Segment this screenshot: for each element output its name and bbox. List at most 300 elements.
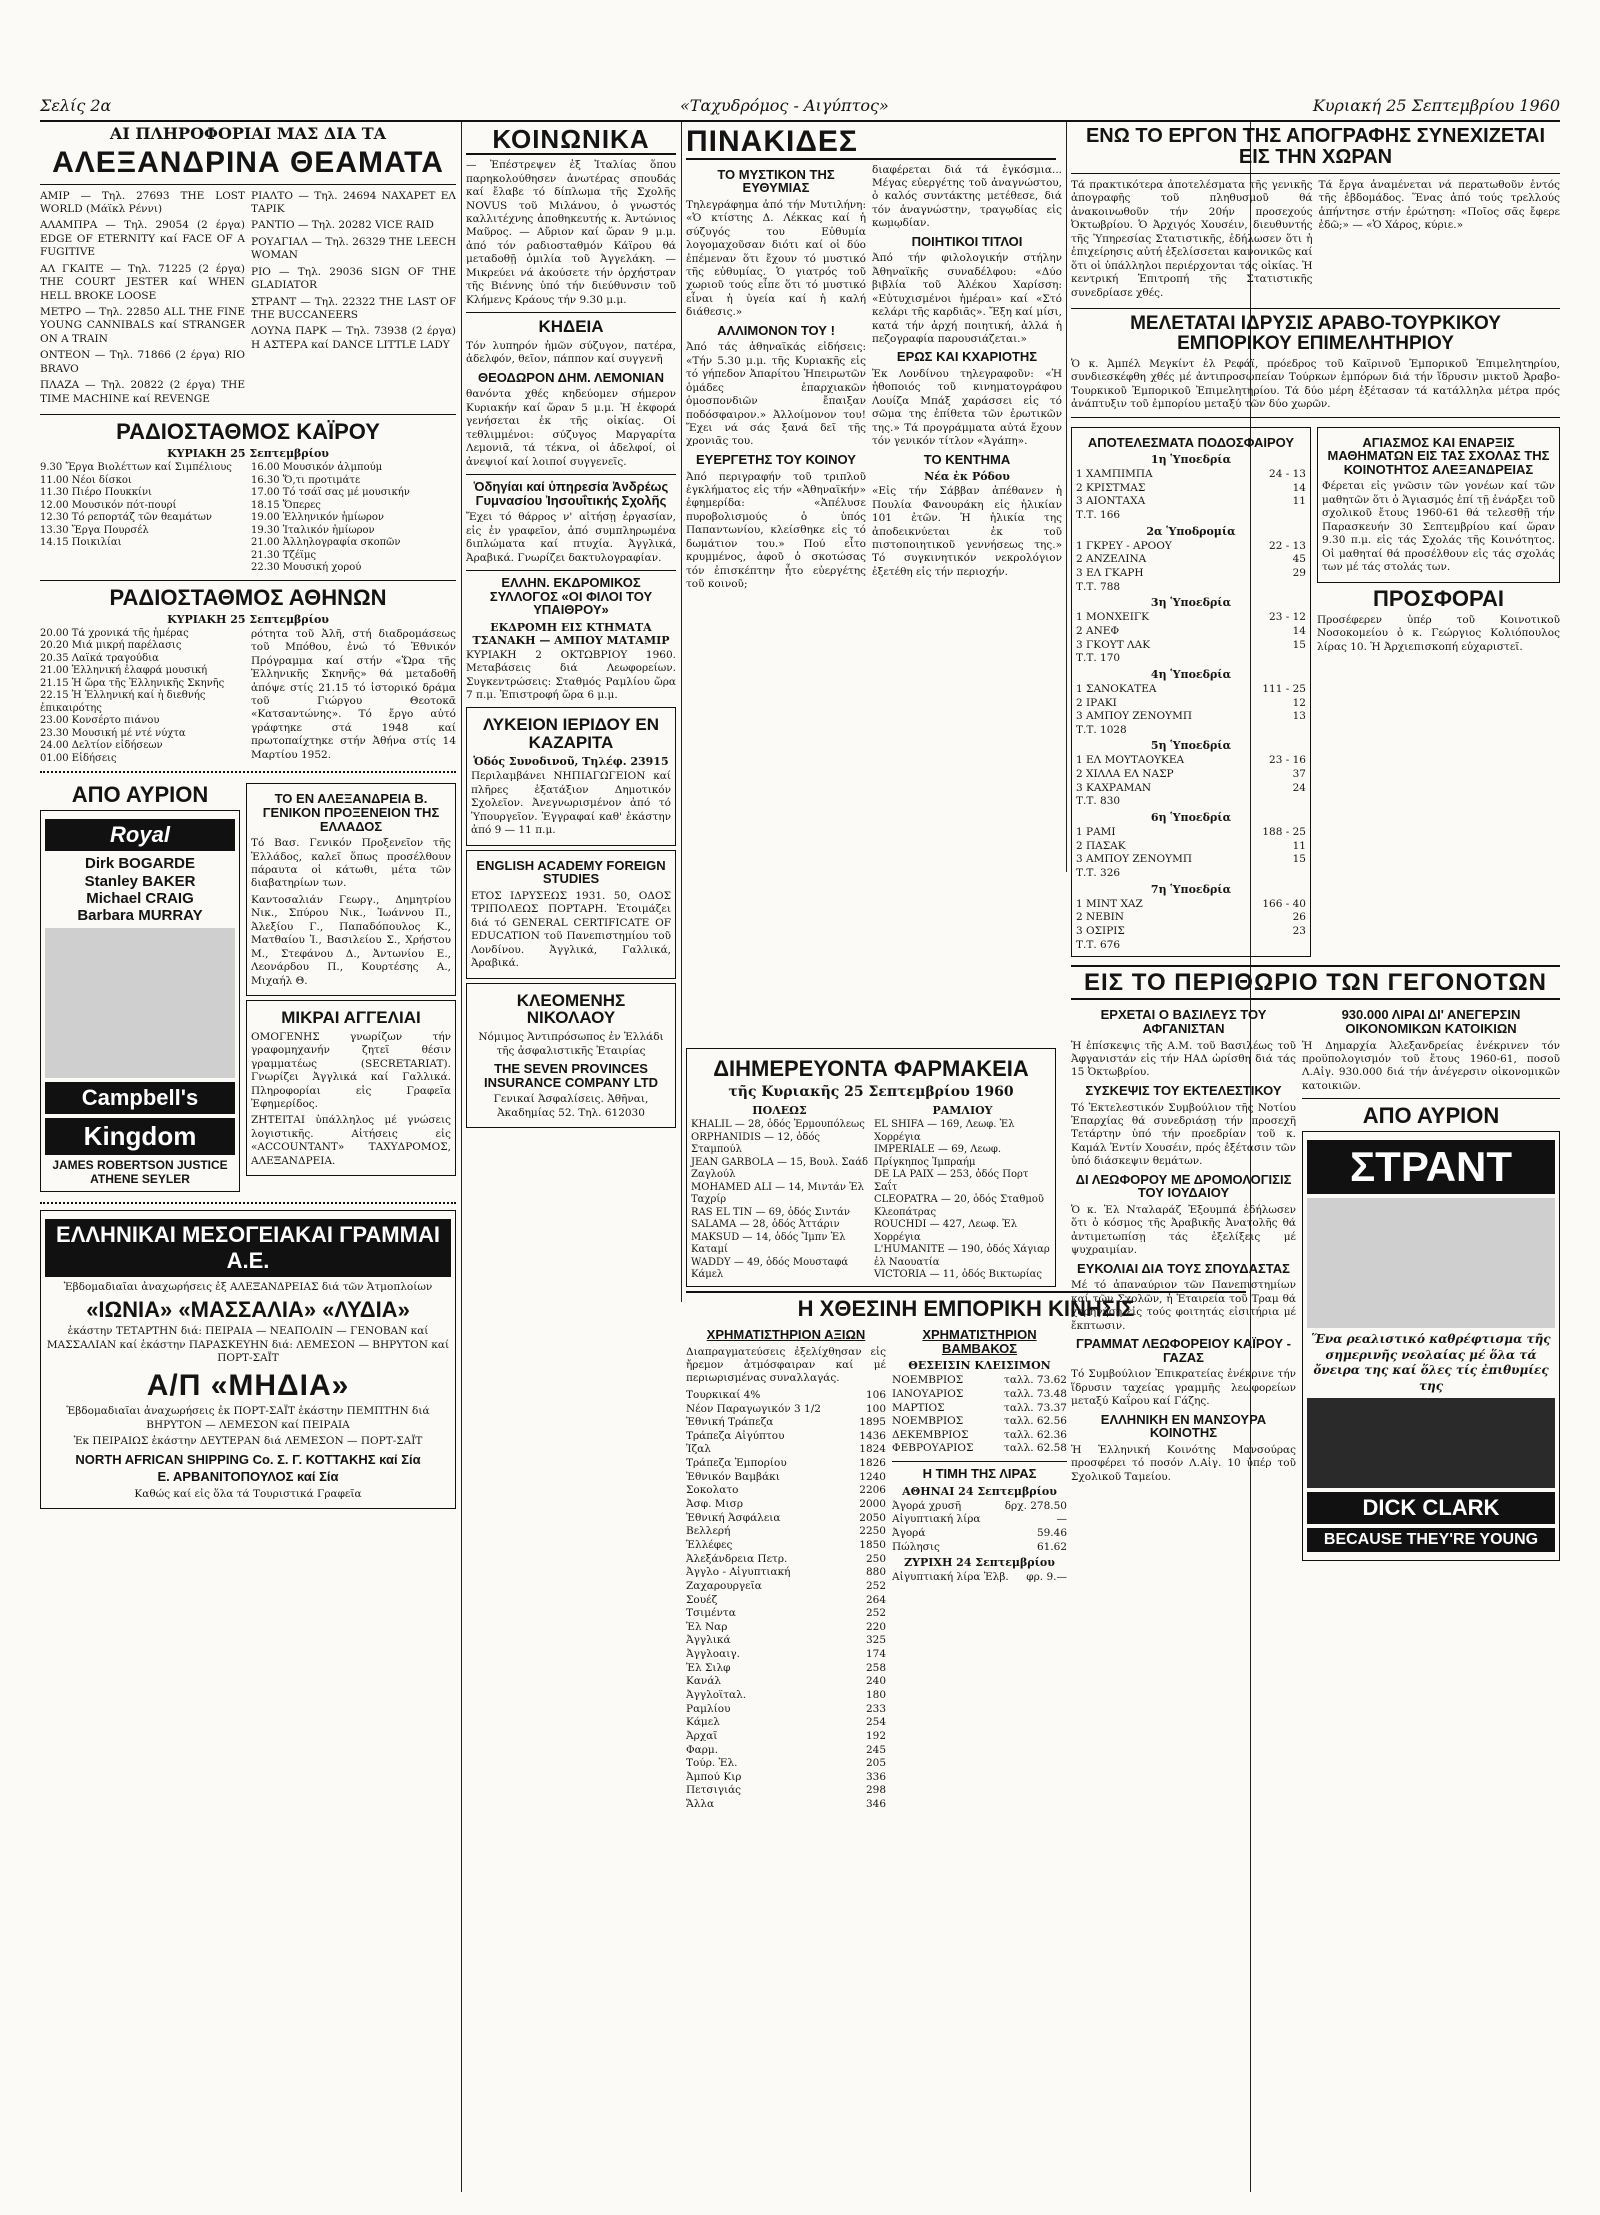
football-row — [1076, 567, 1306, 581]
pharmacy-item: CLEOPATRA — 20, ὁδός Σταθμοῦ Κλεοπάτρας — [874, 1194, 1044, 1218]
pharmacy-item: WADDY — 49, ὁδός Μουσταφά Κάμελ — [691, 1256, 849, 1281]
lira-row-label: Αἰγυπτιακή λίρα — [892, 1513, 981, 1526]
stock-row-label: Βελλερή — [686, 1525, 731, 1538]
football-row — [1076, 782, 1306, 796]
cinema-listing: ΜΕΤΡΟ — Τηλ. 22850 ALL THE FINE YOUNG CANNIBALS καί STRANGER ON A TRAIN — [40, 306, 245, 345]
mid-text: διαφέρεται διά τά ἐγκόσμια... Μέγας εὐεργέτης τοῦ ἀναγνώστου, ὁ καλός συντάκτης μετέθεσε, διά τόν ἀναγνώστην, τραγῳδίας εἰς κωμῳδίαν. — [872, 163, 1062, 230]
football-row-label: 1 ΕΛ ΜΟΥΤΑΟΥΚΕΑ — [1076, 754, 1185, 767]
football-row-value: 24 — [1292, 781, 1306, 794]
stock-row — [686, 1771, 886, 1785]
cotton-row — [892, 1388, 1067, 1402]
football-row-label: 2 ΠΑΣΑΚ — [1076, 839, 1126, 852]
football-row-value: 23 - 16 — [1269, 754, 1306, 767]
dromos-text: Ὁ κ. Ἐλ Νταλαράζ Ἐξουμπά ἐδήλωσεν ὅτι ὁ κόσμος τῆς Ἀραβικῆς Ἀνατολῆς θά ἀντιμετωπίσῃ τάς ἐξελίξεις μέ ψυχραιμίαν. — [1071, 1204, 1296, 1257]
kidia-text-2: θανόντα χθές κηδεύομεν σήμερον Κυριακήν καί ὥραν 5 μ.μ. Ἡ ἐκφορά γενήσεται ἐκ τῆς οἰκίας. Οἱ τεθλιμμένοι: σύζυγος Μαργαρίτα Λεμονιᾶ, τά τέκνα, οἱ ἀδελφοί, οἱ ἀνεψιοί καί λοιποί συγγενεῖς. — [466, 388, 676, 468]
cotton-row — [892, 1402, 1067, 1416]
stock-row-value: 336 — [865, 1770, 886, 1783]
pharmacies-title: ΔΙΗΜΕΡΕΥΟΝΤΑ ΦΑΡΜΑΚΕΙΑ — [713, 1055, 1029, 1081]
stock-row-label: Ἀγγλο - Αἰγυπτιακή — [686, 1566, 791, 1579]
cotton-row-value: ταλλ. 73.48 — [1004, 1387, 1067, 1400]
stock-row-value: 100 — [865, 1402, 886, 1415]
stock-row-value: 2206 — [859, 1484, 886, 1497]
stock-row-value: 1826 — [859, 1457, 886, 1470]
football-row-label: 3 ΑΜΠΟΥ ΖΕΝΟΥΜΠ — [1076, 710, 1192, 723]
apo-avrion-right-title: ΑΠΟ ΑΥΡΙΟΝ — [1362, 1103, 1500, 1129]
stock-row-label: Σοκολατο — [686, 1484, 739, 1497]
football-group-name: 3η Ὑποεδρία — [1150, 596, 1232, 610]
stock-row-label: Ἐλλέφες — [686, 1538, 733, 1551]
football-group-name: 4η Ὑποεδρία — [1150, 667, 1232, 681]
football-group-name: 1η Ὑποεδρία — [1150, 453, 1232, 467]
pharmacy-item: IMPERIALE — 69, Λεωφ. Πρίγκηπος Ἰμπραήμ — [874, 1144, 1002, 1168]
football-row-value: 14 — [1292, 624, 1306, 637]
football-row-label: Τ.Τ. 1028 — [1076, 723, 1127, 736]
agiasmos-box — [1317, 427, 1560, 583]
football-row-label: 1 ΡΑΜΙ — [1076, 826, 1116, 839]
stock-row — [686, 1403, 886, 1417]
cotton-row-value: ταλλ. 62.56 — [1004, 1415, 1067, 1428]
stock-row-label: Ἐλ Ναρ — [686, 1620, 728, 1633]
football-row — [1076, 840, 1306, 854]
football-row-value: 23 — [1292, 924, 1306, 937]
stock-row-value: 174 — [865, 1648, 886, 1661]
cotton-row-value: ταλλ. 62.58 — [1004, 1442, 1067, 1455]
cast-name: JAMES ROBERTSON JUSTICE — [52, 1158, 228, 1173]
emporiki-title: Η ΧΘΕΣΙΝΗ ΕΜΠΟΡΙΚΗ ΚΙΝΗΣΙΣ — [686, 1291, 1246, 1320]
football-row-label: 2 ΚΡΙΣΤΜΑΣ — [1076, 481, 1146, 494]
radio-item: 16.30 Ὅ,τι προτιμάτε — [251, 474, 361, 486]
football-row-value: 166 - 40 — [1262, 897, 1306, 910]
pharmacy-item: ORPHANIDIS — 12, ὁδός Σταμπούλ — [691, 1131, 821, 1156]
cinema-pre-title: ΑΙ ΠΛΗΡΟΦΟΡΙΑΙ ΜΑΣ ΔΙΑ ΤΑ — [109, 124, 387, 143]
football-row — [1076, 826, 1306, 840]
football-row-value: 13 — [1292, 710, 1306, 723]
football-row — [1076, 540, 1306, 554]
football-row — [1076, 495, 1306, 509]
radio-item: 22.30 Μουσική χορού — [251, 562, 362, 574]
pharmacy-item: DE LA PAIX — 253, ὁδός Πορτ Σαΐτ — [874, 1169, 1029, 1193]
football-row-value: 26 — [1292, 911, 1306, 924]
stock-row-label: Ἐθνική Ἀσφάλεια — [686, 1511, 781, 1524]
stock-row-value: 325 — [865, 1634, 886, 1647]
football-row-value — [1246, 581, 1306, 595]
royal-cinema-ad — [40, 810, 240, 1192]
shipping-routes: ἑκάστην ΤΕΤΑΡΤΗΝ διά: ΠΕΙΡΑΙΑ — ΝΕΑΠΟΛΙΝ — ΓΕΝΟΒΑΝ καί ΜΑΣΣΑΛΙΑΝ καί ἑκάστην ΠΑΡΑΣΚΕΥΗΝ διά: ΛΕΜΕΣΟΝ — ΒΗΡΥΤΟΝ καί ΠΟΡΤ-ΣΑΪΤ — [46, 1325, 450, 1365]
football-row — [1076, 898, 1306, 912]
dick-clark-name: DICK CLARK — [1307, 1492, 1555, 1524]
football-row — [1076, 652, 1306, 666]
stock-row-value: 220 — [865, 1620, 886, 1633]
pharmacies-city-head: ΠΟΛΕΩΣ — [752, 1103, 807, 1117]
football-row-value — [1246, 867, 1306, 881]
stock-row — [686, 1662, 886, 1676]
english-text: ΕΤΟΣ ΙΔΡΥΣΕΩΣ 1931. 50, ΟΔΟΣ ΤΡΙΠΟΛΕΩΣ ΠΟΡΤΑΡΗ. Ἑτοιμάζει διά τό GENERAL CERTIFICATE OF EDUCATION τοῦ Πανεπιστημίου τοῦ Λονδίνου. Ἀγγλικά, Γαλλικά, Ἀραβικά. — [471, 889, 671, 970]
syskepsis-text: Τό Ἐκτελεστικόν Συμβούλιον τῆς Νοτίου Ἐπαρχίας θά συνεδριάσῃ τήν προσεχῆ Τετάρτην ὑπό τήν προεδρίαν τοῦ κ. Καμάλ Ἐντίν Χουσέιν, πρός ἐξέτασιν τῶν ὑπό διάσκεψιν θεμάτων. — [1071, 1101, 1296, 1168]
radio-cairo-schedule — [40, 462, 456, 575]
pharmacy-item: MOHAMED ALI — 14, Μιντάν Ἐλ Ταχρίρ — [691, 1181, 865, 1206]
stock-row — [686, 1553, 886, 1567]
radio-item: 17.00 Τό τσάϊ σας μέ μουσικήν — [251, 487, 410, 499]
stock-row — [686, 1539, 886, 1553]
football-row — [1076, 468, 1306, 482]
football-row-value: 11 — [1292, 839, 1306, 852]
stock-row — [686, 1443, 886, 1457]
football-row-value: 12 — [1292, 696, 1306, 709]
stock-row-value: 258 — [865, 1661, 886, 1674]
lykeion-ad — [466, 707, 676, 846]
radio-athens-schedule — [40, 628, 456, 766]
vasilefs-title: ΕΡΧΕΤΑΙ Ο ΒΑΣΙΛΕΥΣ ΤΟΥ ΑΦΓΑΝΙΣΤΑΝ — [1100, 1007, 1267, 1036]
strand-cinema-ad — [1302, 1131, 1560, 1560]
radio-item: 18.15 Ὅπερες — [251, 499, 321, 511]
film-photo — [45, 928, 235, 1078]
football-row — [1076, 625, 1306, 639]
poietikoi-text: Ἀπό τήν φιλολογικήν στήλην Ἀθηναϊκῆς συναδέλφου: «Δύο βιβλία τοῦ Ἀλέκου Χαρίσση: «Εὐτυχισμένοι ἡμέραι» καί «Στό κελάρι τῆς καρδιᾶς». Ἔξη καί μίσι, κατά τήν ἀρχή ποιητική, ἀλλά ἡ πεζογραφία παρουσιάζεται.» — [872, 252, 1062, 345]
radio-item: 21.30 Τζέϊμς — [251, 549, 317, 561]
stock-row-value: 180 — [865, 1688, 886, 1701]
lira-row-value: 59.46 — [1036, 1526, 1067, 1539]
english-academy-ad — [466, 850, 676, 979]
radio-item: 12.00 Μουσικόν πότ-πουρί — [40, 499, 177, 511]
football-row-value: 45 — [1292, 553, 1306, 566]
film-photo-2 — [1307, 1398, 1555, 1488]
stock-row — [686, 1580, 886, 1594]
column-1 — [40, 122, 456, 2192]
mikrai-aggeliai: ΜΙΚΡΑΙ ΑΓΓΕΛΙΑΙ ΟΜΟΓΕΝΗΣ γνωρίζων τήν γραφομηχανήν ζητεῖ θέσιν γραμματέως (SECRETARIAT). Γνωρίζει Ἀγγλικά καί Γαλλικά. Πληροφορίαι εἰς Γραφεῖα Ἐφημερίδος. ΖΗΤΕΙΤΑΙ ὑπάλληλος μέ γνώσεις λογιστικῆς. Αἰτήσεις εἰς «ACCOUNTANT» ΤΑΧΥΔΡΟΜΟΣ, ΑΛΕΞΑΝΔΡΕΙΑ. — [246, 1000, 456, 1176]
cinema-title: ΑΛΕΞΑΝΔΡΙΝΑ ΘΕΑΜΑΤΑ — [52, 146, 444, 179]
stock-row-value: 254 — [865, 1716, 886, 1729]
pharmacies-ramleh-head: ΡΑΜΛΙΟΥ — [932, 1103, 993, 1117]
lira-row — [892, 1541, 1067, 1555]
football-row — [1076, 553, 1306, 567]
pinakides-title: ΠΙΝΑΚΙΔΕΣ — [686, 126, 1056, 160]
cotton-row — [892, 1429, 1067, 1443]
apografi-text-2: Τά ἔργα ἀναμένεται νά περατωθοῦν ἐντός τῆς ἑβδομάδος. Ἕνας ἀπό τούς τρελλούς ἀπήντησε στήν ἐρώτηση: «Ποῖος σᾶς ἔφερε ἐδῶ;» — «Ὁ Χάρος, κύριε.» — [1318, 179, 1560, 232]
stock-row-label: Τουρκικαί 4% — [686, 1388, 761, 1401]
koinonika-title: ΚΟΙΝΩΝΙΚΑ — [466, 126, 676, 155]
football-row-label: 1 ΓΚΡΕΥ - ΑΡΟΟΥ — [1076, 539, 1172, 552]
gramma-text: Τό Συμβούλιον Ἐπικρατείας ἐνέκρινε τήν ἵδρυσιν ταχείας γραμμῆς λεωφορείων μεταξύ Καΐρου καί Γάζης. — [1071, 1368, 1296, 1408]
cinema-listing: ΑΛ ΓΚΑΙΤΕ — Τηλ. 71225 (2 έργα) THE COURT JESTER καί WHEN HELL BROKE LOOSE — [40, 262, 245, 302]
pharmacies-subtitle: τῆς Κυριακῆς 25 Σεπτεμβρίου 1960 — [728, 1083, 1014, 1100]
column-4 — [1071, 122, 1560, 2192]
football-row — [1076, 581, 1306, 595]
cotton-row-label: ΝΟΕΜΒΡΙΟΣ — [892, 1415, 964, 1428]
strand-logo: ΣΤΡΑΝΤ — [1307, 1140, 1555, 1194]
stock-row-label: Φαρμ. — [686, 1743, 719, 1756]
stock-row — [686, 1648, 886, 1662]
lira-row — [892, 1500, 1067, 1514]
radio-item: 20.35 Λαϊκά τραγούδια — [40, 652, 159, 664]
pharmacy-item: VICTORIA — 11, ὁδός Βικτωρίας — [874, 1269, 1043, 1281]
evergetis-text: Ἀπό περιγραφήν τοῦ τριπλοῦ ἐγκλήματος εἰς τήν «Ἀθηναϊκήν» ἐφημερίδα: «Ἀπέλυσε πυροβολισμούς ὁ ὑπός Παπαντωνίου, κλείσθηκε εἰς τό δωμάτιον του.» Πού εἶτο κρυμμένος, ἀφοῦ ὁ σκοτώσας τόν ἐπισκέπτην ἦτο εὐεργέτης τοῦ κοινοῦ; — [686, 470, 866, 590]
stock-table — [686, 1389, 886, 1812]
mansoura-text: Ἡ Ἑλληνική Κοινότης Μανσούρας προσφέρει τό ποσόν Λ.Αἰγ. 10 ὑπέρ τοῦ Σχολικοῦ Ταμείου. — [1071, 1444, 1296, 1483]
football-row-value: 11 — [1292, 495, 1306, 508]
cinema-listing: ΛΟΥΝΑ ΠΑΡΚ — Τηλ. 73938 (2 έργα) Η ΑΣΤΕΡΑ καί DANCE LITTLE LADY — [251, 325, 456, 351]
agiasmos-title: ΑΓΙΑΣΜΟΣ ΚΑΙ ΕΝΑΡΞΙΣ ΜΑΘΗΜΑΤΩΝ ΕΙΣ ΤΑΣ ΣΧΟΛΑΣ ΤΗΣ ΚΟΙΝΟΤΗΤΟΣ ΑΛΕΞΑΝΔΡΕΙΑΣ — [1327, 434, 1550, 477]
football-row-value: 188 - 25 — [1262, 826, 1306, 839]
football-row — [1076, 697, 1306, 711]
cast-name: Michael CRAIG — [86, 889, 194, 907]
lykeion-address: Ὁδός Συνοδινοῦ, Τηλέφ. 23915 — [473, 755, 669, 769]
radio-item: 14.15 Ποικιλίαι — [40, 537, 122, 549]
stock-row-label: Ἀρχαῖ — [686, 1729, 718, 1742]
stock-row — [686, 1757, 886, 1771]
radio-cairo-title: ΡΑΔΙΟΣΤΑΘΜΟΣ ΚΑΪΡΟΥ — [116, 419, 380, 445]
football-row — [1076, 639, 1306, 653]
kidia-text: Τόν λυπηρόν ἡμῶν σύζυγον, πατέρα, ἀδελφόν, θεῖον, πάππον καί συγγενῆ — [466, 339, 676, 366]
stock-row-label: Κανάλ — [686, 1675, 722, 1688]
kentima-text: «Εἰς τήν Σάββαν ἀπέθανεν ἡ Πουλία Φανουράκη εἰς ἡλικίαν 101 ἐτῶν. Ἡ ἡλικία της ἀποδεικνύεται ἐκ τοῦ πιστοποιητικοῦ γεννήσεως της.» Τό συγκινητικόν νεκρολόγιον ἐξετέθη εἰς τήν περιοχήν. — [872, 485, 1062, 578]
lira-row — [892, 1527, 1067, 1541]
stock-row — [686, 1498, 886, 1512]
stock-row-value: 1895 — [859, 1416, 886, 1429]
football-row — [1076, 867, 1306, 881]
cinema-listing: ΟΝΤΕΟΝ — Τηλ. 71866 (2 έργα) RIO BRAVO — [40, 349, 245, 375]
stock-row-label: Τράπεζα Αἰγύπτου — [686, 1429, 785, 1442]
shipping-lines-text: Ἑβδομαδιαῖαι ἀναχωρήσεις ἐξ ΑΛΕΞΑΝΔΡΕΙΑΣ διά τῶν Ἀτμοπλοίων — [63, 1280, 433, 1293]
eros-text: Ἐκ Λονδίνου τηλεγραφοῦν: «Ἡ ἡθοποιός τοῦ κινηματογράφου Λουίζα Μπάξ χαράσσει εἰς τό σῶμα της ἐπίθετα τῶν ἐρωτικῶν της.» Τά προγράμματα αὐτά ἔχουν τόν γενικόν τίτλον «Ἀγάπη». — [872, 368, 1062, 448]
mansoura-title: ΕΛΛΗΝΙΚΗ ΕΝ ΜΑΝΣΟΥΡΑ ΚΟΙΝΟΤΗΣ — [1100, 1411, 1267, 1441]
pharmacy-item: L'HUMANITE — 190, ὁδός Χάγιαρ ἐλ Ναουατία — [874, 1244, 1050, 1268]
stock-row — [686, 1784, 886, 1798]
agents-footer: Καθώς καί εἰς ὅλα τά Τουριστικά Γραφεῖα — [134, 1487, 362, 1500]
stock-row-value: 1436 — [859, 1429, 886, 1442]
syskepsis-title: ΣΥΣΚΕΨΙΣ ΤΟΥ ΕΚΤΕΛΕΣΤΙΚΟΥ — [1085, 1082, 1282, 1098]
football-row — [1076, 795, 1306, 809]
football-row-value: 37 — [1292, 768, 1306, 781]
radio-athens-title: ΡΑΔΙΟΣΤΑΘΜΟΣ ΑΘΗΝΩΝ — [109, 584, 387, 610]
kentima-subtitle: Νέα ἐκ Ρόδου — [924, 470, 1010, 484]
football-row-label: 1 ΣΑΝΟΚΑΤΕΑ — [1076, 682, 1157, 695]
stock-row-label: Ἀγγλοαιγ. — [686, 1648, 740, 1661]
stock-row — [686, 1798, 886, 1812]
shipping-lines-title: ΕΛΛΗΝΙΚΑΙ ΜΕΣΟΓΕΙΑΚΑΙ ΓΡΑΜΜΑΙ Α.Ε. — [45, 1219, 451, 1277]
football-row-label: 1 ΜΟΝΧΕΙΓΚ — [1076, 611, 1149, 624]
lira-row-label: Ἀγορά χρυσῆ — [892, 1499, 962, 1512]
school-text: Ἔχει τό θάρρος ν' αἰτήσῃ ἐργασίαν, εἰς ἐν γραφεῖον, ἀπό συμπληρωμένα διπλώματα καί πτυχία. Ἀγγλικά, Ἀραβικά. Γνωρίζει δακτυλογραφίαν. — [466, 511, 676, 564]
stock-row — [686, 1389, 886, 1403]
cotton-row-label: ΙΑΝΟΥΑΡΙΟΣ — [892, 1387, 964, 1400]
stock-row-value: 2250 — [859, 1525, 886, 1538]
radio-cairo-date: ΚΥΡΙΑΚΗ 25 Σεπτεμβρίου — [167, 447, 329, 461]
radio-item: 12.30 Τό ρεπορτάζ τῶν θεαμάτων — [40, 512, 213, 524]
ship-names: «ΙΩΝΙΑ» «ΜΑΣΣΑΛΙΑ» «ΛΥΔΙΑ» — [86, 1297, 410, 1323]
stock-row — [686, 1675, 886, 1689]
araboturk-title: ΜΕΛΕΤΑΤΑΙ ΙΔΡΥΣΙΣ ΑΡΑΒΟ-ΤΟΥΡΚΙΚΟΥ ΕΜΠΟΡΙΚΟΥ ΕΠΙΜΕΛΗΤΗΡΙΟΥ — [1130, 312, 1501, 354]
football-row-label: 3 ΓΚΟΥΤ ΛΑΚ — [1076, 638, 1151, 651]
pharmacy-item: JEAN GARBOLA — 15, Βουλ. Σαάδ Ζαγλούλ — [691, 1156, 868, 1181]
football-row-label: 3 ΚΑΧΡΑΜΑΝ — [1076, 781, 1152, 794]
vamvakos-title: ΧΡΗΜΑΤΙΣΤΗΡΙΟΝ ΒΑΜΒΑΚΟΣ — [922, 1326, 1037, 1356]
stock-row — [686, 1416, 886, 1430]
stock-row-label: Ἀγγλικά — [686, 1634, 731, 1647]
football-row — [1076, 853, 1306, 867]
stock-row — [686, 1525, 886, 1539]
stock-row-label: Σουέζ — [686, 1593, 718, 1606]
agents-name: NORTH AFRICAN SHIPPING Co. Σ. Γ. ΚΟΤΤΑΚΗΣ καί Σία — [75, 1451, 421, 1467]
football-group-name: 7η Ὑποεδρία — [1150, 882, 1232, 896]
cotton-row — [892, 1415, 1067, 1429]
campbell-subtitle: Kingdom — [45, 1118, 235, 1155]
stock-row — [686, 1457, 886, 1471]
cinema-listing: ΡΙΑΛΤΟ — Τηλ. 24694 ΝΑΧΑΡΕΤ ΕΛ ΤΑΡΙΚ — [251, 189, 456, 215]
prosfora-text: Προσέφερεν ὑπέρ τοῦ Κοινοτικοῦ Νοσοκομείου ὁ κ. Γεώργιος Κολιόπουλος λίρας 10. Ἡ Ἀρχιεπισκοπή εὐχαριστεῖ. — [1317, 613, 1560, 653]
football-row-label: Τ.Τ. 170 — [1076, 652, 1121, 665]
cotton-row — [892, 1374, 1067, 1388]
radio-item: 20.20 Μιά μικρή παρέλασις — [40, 640, 182, 652]
stock-row-value: 252 — [865, 1607, 886, 1620]
football-row — [1076, 710, 1306, 724]
stock-row-label: Νέον Παραγωγικόν 3 1/2 — [686, 1402, 821, 1415]
football-group-name: 2α Ὑποδρομία — [1146, 524, 1236, 538]
cotton-row — [892, 1442, 1067, 1456]
cinema-listings — [40, 190, 456, 410]
football-row-label: 1 ΜΙΝΤ ΧΑΖ — [1076, 897, 1143, 910]
piraeus-text: Ἐκ ΠΕΙΡΑΙΩΣ ἑκάστην ΔΕΥΤΕΡΑΝ διά ΛΕΜΕΣΟΝ — ΠΟΡΤ-ΣΑΪΤ — [73, 1435, 423, 1448]
football-row-label: 2 ΝΕΒΙΝ — [1076, 911, 1124, 924]
stock-row-label: Πετσιγιάς — [686, 1784, 742, 1797]
allimonon-text: Ἀπό τάς ἀθηναϊκάς εἰδήσεις: «Τήν 5.30 μ.μ. τῆς Κυριακῆς εἰς τό γήπεδον Ἀπαρίτου Ἠπειρωτῶν ὁμάδες ἐπαρχιακῶν ὁμοσπονδιῶν ἔπαιξαν ποδόσφαιρον.» Ἀλλοίμονον του! Ἔχει νά σάς ξανά δεῖ τῆς χρονιᾶς του. — [686, 341, 866, 448]
prosfora-title: ΠΡΟΣΦΟΡΑΙ — [1372, 585, 1505, 611]
column-2 — [466, 122, 676, 2192]
football-row-value — [1246, 939, 1306, 953]
football-row-label: 3 ΑΜΠΟΥ ΖΕΝΟΥΜΠ — [1076, 853, 1192, 866]
football-row-value: 15 — [1292, 638, 1306, 651]
stock-row — [686, 1594, 886, 1608]
stock-row-value: 298 — [865, 1784, 886, 1797]
koinonika-text: — Ἐπέστρεψεν ἐξ Ἰταλίας ὅπου παρηκολούθησεν ἀνωτέρας σπουδάς καί ἔλαβε τό δίπλωμα τῆς Σχολῆς NOVUS τοῦ Μιλάνου, ὁ γνωστός καλλιτέχνης ἀποθηκευτής κ. Ἀντώνιος Μαῦρος. — Αὔριον καί ὥραν 9 μ.μ. ἀπό τόν ραδιοσταθμόν Κάϊρου θά μεταδοθῇ ὁμιλία τοῦ Ἀγγελάκη. — Μικρεύει νά ἀκούσετε τήν ὀρχήστραν τῆς Βιέννης ὑπό τήν διεύθυνσιν τοῦ Κλήμενς Κράους τήν 9.30 μ.μ. — [466, 159, 676, 306]
cotton-row-label: ΔΕΚΕΜΒΡΙΟΣ — [892, 1428, 969, 1441]
lira-zurich-label: Αἰγυπτιακή λίρα Ἑλβ. — [892, 1571, 1009, 1584]
football-row-label: 2 ΑΝΖΕΛΙΝΑ — [1076, 553, 1147, 566]
cinema-listing: ΑΛΑΜΠΡΑ — Τηλ. 29054 (2 έργα) EDGE OF ETERNITY καί FACE OF A FUGITIVE — [40, 219, 245, 259]
vasilefs-text: Ἡ ἐπίσκεψις τῆς Α.Μ. τοῦ Βασιλέως τοῦ Ἀφγανιστάν εἰς τήν ΗΑΔ ὡρίσθη διά τάς 15 Ὀκτωβρίου. — [1071, 1039, 1296, 1079]
stock-row — [686, 1730, 886, 1744]
lira-table — [892, 1500, 1067, 1555]
stock-row — [686, 1716, 886, 1730]
evergetis-title: ΕΥΕΡΓΕΤΗΣ ΤΟΥ ΚΟΙΝΟΥ — [696, 451, 856, 467]
kleomenis-ad — [466, 983, 676, 1129]
stock-row-label: Ἀγγλοϊταλ. — [686, 1688, 747, 1701]
aksion-title: ΧΡΗΜΑΤΙΣΤΗΡΙΟΝ ΑΞΙΩΝ — [706, 1326, 866, 1342]
kleomenis-text: Νόμιμος Ἀντιπρόσωπος ἐν Ἑλλάδι τῆς ἀσφαλιστικῆς Ἑταιρίας — [478, 1031, 664, 1057]
stock-row-value: 252 — [865, 1579, 886, 1592]
lira-row-label: Ἀγορά — [892, 1526, 926, 1539]
lira-row-value: δρχ. 278.50 — [1004, 1499, 1067, 1512]
radio-item: 23.00 Κονσέρτο πιάνου — [40, 715, 160, 727]
radio-item: 01.00 Εἰδήσεις — [40, 752, 117, 764]
radio-item: 16.00 Μουσικόν ἀλμπούμ — [251, 462, 383, 474]
agiasmos-text: Φέρεται εἰς γνῶσιν τῶν γονέων καί τῶν μαθητῶν ὅτι ὁ Ἁγιασμός ἐπί τῇ ἐνάρξει τοῦ σχολικοῦ ἔτους 1960-61 θά τελεσθῇ τήν Παρασκευήν 30 Σεπτεμβρίου καί ὥραν 9.30 π.μ. εἰς τάς Σχολάς τῆς Κοινότητος. Οἱ μαθηταί θά προσέλθουν εἰς τάς σχολάς των μέ τάς στολάς των. — [1322, 480, 1555, 574]
film-title: BECAUSE THEY'RE YOUNG — [1307, 1528, 1555, 1552]
football-group-name: 5η Ὑποεδρία — [1150, 739, 1232, 753]
araboturk-text: Ὁ κ. Ἀμπέλ Μεγκίντ ἐλ Ρεφάϊ, πρόεδρος τοῦ Καϊρινοῦ Ἐμπορικοῦ Ἐπιμελητηρίου, συνδιεσκέφθη χθές μέ ἀντιπροσωπείαν Τούρκων ἐμπόρων διά τήν ἵδρυσιν μικτοῦ Ἀραβο-Τουρκικοῦ Ἐμπορικοῦ Ἐπιμελητηρίου. Τά δύο μέρη ἐξέτασαν τά κατάλληλα μέτρα πρός ἀνάπτυξιν τοῦ ἐμπορίου μεταξύ τῶν δύο χωρῶν. — [1071, 357, 1560, 411]
cinema-listing: ΑΜΙΡ — Τηλ. 27693 THE LOST WORLD (Μάϊκλ Ρέννι) — [40, 189, 245, 215]
radio-item: 24.00 Δελτίον εἰδήσεων — [40, 740, 163, 752]
stock-row-label: Ἐθνικόν Βαμβάκι — [686, 1470, 780, 1483]
kleomenis-address: Γενικαί Ἀσφαλίσεις. Ἀθῆναι, Ἀκαδημίας 52. Τηλ. 612030 — [493, 1093, 649, 1119]
stock-row-label: Τσιμέντα — [686, 1607, 736, 1620]
campbell-title: Campbell's — [45, 1082, 235, 1114]
stock-row — [686, 1744, 886, 1758]
cotton-row-label: ΜΑΡΤΙΟΣ — [892, 1401, 945, 1414]
stock-row-value: 2050 — [859, 1511, 886, 1524]
football-row — [1076, 482, 1306, 496]
radio-item: 9.30 Ἔργα Βιολέττων καί Σιμπέλιους — [40, 462, 232, 474]
gramma-title: ΓΡΑΜΜΑΤ ΛΕΩΦΟΡΕΙΟΥ ΚΑΪΡΟΥ - ΓΑΖΑΣ — [1076, 1336, 1291, 1365]
stock-row-value: 233 — [865, 1702, 886, 1715]
stock-row-label: Ζαχαρουργεῖα — [686, 1579, 762, 1592]
pharmacy-item: EL SHIFA — 169, Λεωφ. Ἐλ Χορρέγια — [874, 1119, 1015, 1143]
cotton-table — [892, 1374, 1067, 1456]
lira-row — [892, 1513, 1067, 1527]
cinema-listing: ΡΑΝΤΙΟ — Τηλ. 20282 VICE RAID — [251, 219, 434, 232]
football-row-value — [1246, 652, 1306, 666]
ellin-title: ΕΛΛΗΝ. ΕΚΔΡΟΜΙΚΟΣ ΣΥΛΛΟΓΟΣ «ΟΙ ΦΙΛΟΙ ΤΟΥ ΥΠΑΙΘΡΟΥ» — [489, 575, 653, 618]
radio-athens-date: ΚΥΡΙΑΚΗ 25 Σεπτεμβρίου — [167, 612, 329, 626]
stock-row-value: 880 — [865, 1566, 886, 1579]
football-row-label: Τ.Τ. 676 — [1076, 938, 1121, 951]
insurance-company: THE SEVEN PROVINCES INSURANCE COMPANY LTD — [483, 1061, 659, 1090]
football-row-value: 23 - 12 — [1269, 611, 1306, 624]
football-row-label: 2 ΑΝΕΦ — [1076, 624, 1120, 637]
football-row-label: Τ.Τ. 326 — [1076, 866, 1121, 879]
cotton-row-value: ταλλ. 62.36 — [1004, 1428, 1067, 1441]
lira-row-value: 61.62 — [1036, 1540, 1067, 1553]
medea-title: Α/Π «ΜΗΔΙΑ» — [146, 1368, 350, 1402]
poietikoi-title: ΠΟΙΗΤΙΚΟΙ ΤΙΤΛΟΙ — [911, 233, 1023, 249]
stock-row-label: Ἄλλα — [686, 1798, 715, 1811]
stock-row — [686, 1430, 886, 1444]
stock-row — [686, 1634, 886, 1648]
stock-row-label: Ἐθνική Τράπεζα — [686, 1416, 774, 1429]
football-row — [1076, 911, 1306, 925]
stock-row-value: 106 — [865, 1388, 886, 1401]
cinema-listing: ΣΤΡΑΝΤ — Τηλ. 22322 THE LAST OF THE BUCCANEERS — [251, 295, 456, 321]
cinema-listing: ΠΛΑΖΑ — Τηλ. 20822 (2 έργα) THE TIME MACHINE καί REVENGE — [40, 379, 245, 405]
stock-row — [686, 1621, 886, 1635]
football-groups — [1076, 453, 1306, 952]
ads-row — [40, 779, 456, 1196]
eros-title: ΕΡΩΣ ΚΑΙ ΚΧΑΡΙΟΤΗΣ — [896, 349, 1038, 365]
football-row-value: 15 — [1292, 853, 1306, 866]
football-row-label: Τ.Τ. 830 — [1076, 795, 1121, 808]
radio-item: 13.30 Ἔργα Πουρσέλ — [40, 524, 149, 536]
kidia-name: ΘΕΟΔΩΡΟΝ ΔΗΜ. ΛΕΜΟΝΙΑΝ — [478, 369, 664, 385]
stock-row — [686, 1566, 886, 1580]
football-row-label: 3 ΕΛ ΓΚΑΡΗ — [1076, 567, 1144, 580]
football-row-label: Τ.Τ. 788 — [1076, 580, 1121, 593]
school-title: Ὁδηγίαι καί ὑπηρεσία Ἀνδρέως Γυμνασίου Ἰησουΐτικής Σχολῆς — [473, 479, 669, 508]
gen-proxenio-ad: ΤΟ ΕΝ ΑΛΕΞΑΝΔΡΕΙΑ Β. ΓΕΝΙΚΟΝ ΠΡΟΞΕΝΕΙΟΝ ΤΗΣ ΕΛΛΑΔΟΣ Τό Βασ. Γενικόν Προξενεῖον τῆς Ἑλλάδος, καλεῖ ὅπως προσέλθουν πάραυτα οἱ κάτωθι, μέτα τῶν διαβατηρίων των. Καντοσαλιάν Γεωργ., Δημητρίου Νικ., Σπύρου Νικ., Ἰωάννου Π., Ἀλεξίου Γ., Παπαδόπουλος Κ., Ματθαίου Ἰ., Βασιλείου Σ., Χρήστου Μ., Στεφάνου Δ., Ἀντωνίου Ε., Λεονάρδου Π., Κουρτέσης Α., Μιχαήλ Θ. — [246, 783, 456, 996]
football-group-name: 6η Ὑποεδρία — [1150, 811, 1232, 825]
football-row-value: 111 - 25 — [1262, 682, 1306, 695]
football-row-value: 29 — [1292, 567, 1306, 580]
stock-row-value: 250 — [865, 1552, 886, 1565]
football-row — [1076, 509, 1306, 523]
lires-title: 930.000 ΛΙΡΑΙ ΔΙ' ΑΝΕΓΕΡΣΙΝ ΟΙΚΟΝΟΜΙΚΩΝ ΚΑΤΟΙΚΙΩΝ — [1341, 1007, 1521, 1036]
stock-row-value: 240 — [865, 1675, 886, 1688]
stock-row-label: Ἀμπού Κιρ — [686, 1770, 742, 1783]
radio-athens-text: ρότητα τοῦ Ἀλῆ, στή διαδρομάσεως τοῦ Μπόθου, ἐνώ τό Ἐθνικόν Πρόγραμμα καί στήν «Ὥρα τῆς Ἑλληνικῆς Σκηνῆς» θά μεταδοθῆ ἀπόψε στίς 21.15 τό ἱστορικό δράμα τοῦ Γιώργου Θεοτοκᾶ «Κατσαντώνης». Τό ἔργο αὐτό γράφτηκε στά 1948 καί πρωτοπαίχτηκε στήν Ἀθήνα στίς 14 Μαρτίου 1952. — [251, 627, 456, 761]
radio-item: 22.15 Ἡ Ἑλληνική καί ἡ διεθνής ἐπικαιρότης — [40, 690, 206, 714]
stock-row-value: 1850 — [859, 1538, 886, 1551]
football-row — [1076, 939, 1306, 953]
pharmacy-item: KHALIL — 28, ὁδός Ἐρμουπόλεως — [691, 1119, 865, 1131]
aksion-text: Διαπραγματεύσεις ἐξελίχθησαν εἰς ἤρεμον ἀτμόσφαιραν καί μέ περιωρισμένας συναλλαγάς. — [686, 1345, 886, 1385]
